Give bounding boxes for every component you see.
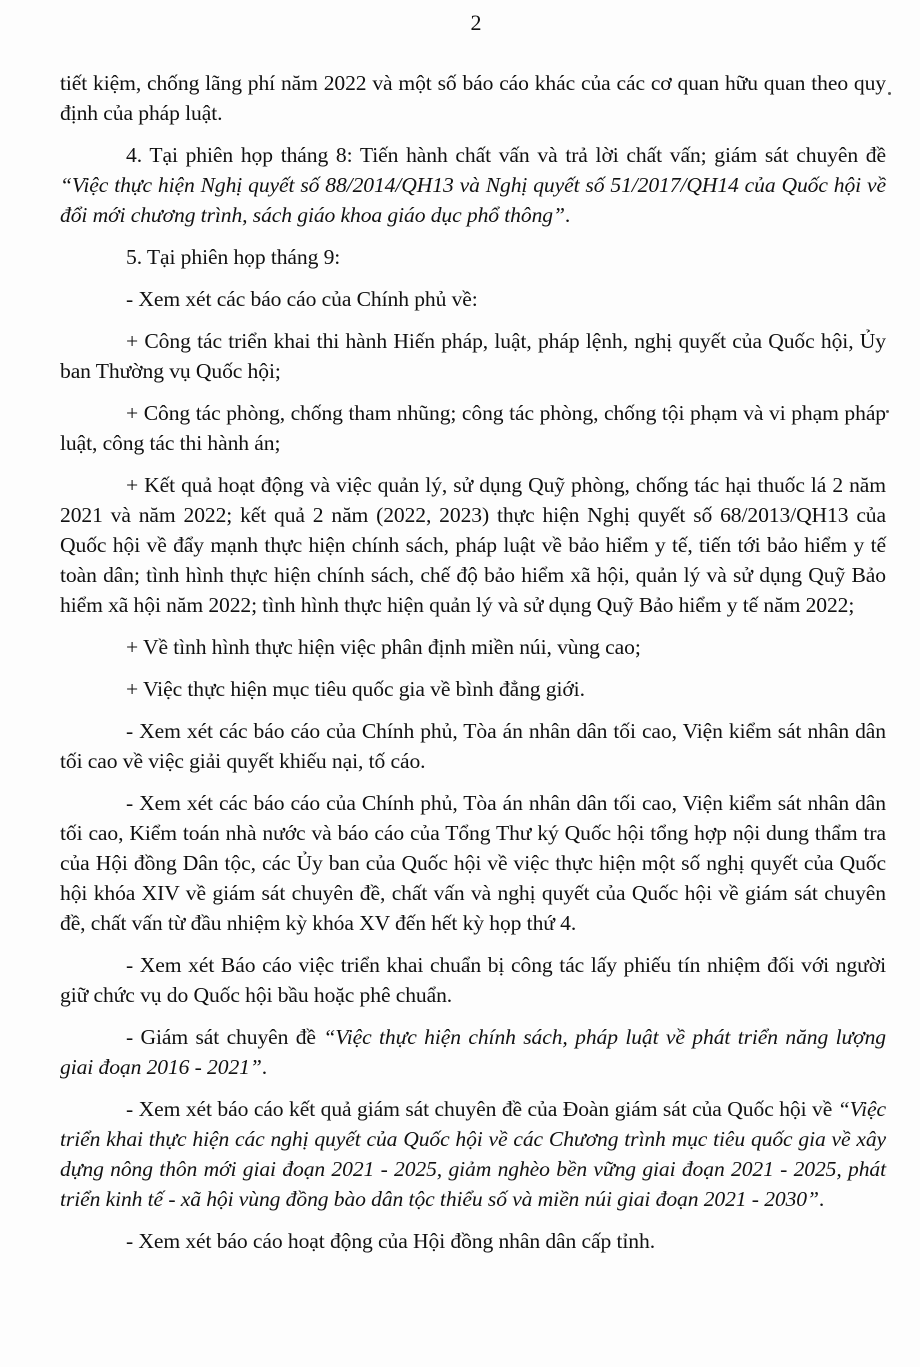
paragraph-dash-item [60, 1022, 886, 1082]
paragraph-plus-item: + Về tình hình thực hiện việc phân định miền núi, vùng cao; [126, 635, 641, 659]
quoted-title: “Việc thực hiện Nghị quyết số 88/2014/QH13 và Nghị quyết số 51/2017/QH14 của Quốc hội về đổi mới chương trình, sách giáo khoa giáo dục phổ thông” [60, 173, 886, 227]
paragraph-plus-item: + Công tác phòng, chống tham nhũng; công tác phòng, chống tội phạm và vi phạm pháp luật, công tác thi hành án; [60, 401, 886, 455]
paragraph-dash-item [60, 1094, 886, 1214]
paragraph-plus-item: + Việc thực hiện mục tiêu quốc gia về bình đẳng giới. [126, 677, 585, 701]
paragraph-dash-item: - Xem xét các báo cáo của Chính phủ về: [126, 287, 478, 311]
paragraph-plus-item: + Kết quả hoạt động và việc quản lý, sử dụng Quỹ phòng, chống tác hại thuốc lá 2 năm 2021 và năm 2022; kết quả 2 năm (2022, 2023) thực hiện Nghị quyết số 68/2013/QH13 của Quốc hội về đẩy mạnh thực hiện chính sách, pháp luật về bảo hiểm y tế, tiến tới bảo hiểm y tế toàn dân; tình hình thực hiện chính sách, chế độ bảo hiểm xã hội, quản lý và sử dụng Quỹ Bảo hiểm xã hội năm 2022; tình hình thực hiện quản lý và sử dụng Quỹ Bảo hiểm y tế năm 2022; [60, 473, 886, 617]
paragraph-dash-item: - Xem xét Báo cáo việc triển khai chuẩn bị công tác lấy phiếu tín nhiệm đối với người giữ chức vụ do Quốc hội bầu hoặc phê chuẩn. [60, 953, 886, 1007]
paragraph-text: - Xem xét báo cáo kết quả giám sát chuyên đề của Đoàn giám sát của Quốc hội về [126, 1097, 838, 1121]
paragraph-text: . [564, 203, 571, 227]
paragraph-continuation: tiết kiệm, chống lãng phí năm 2022 và một số báo cáo khác của các cơ quan hữu quan theo quy định của pháp luật. [60, 71, 886, 125]
scan-speck [886, 410, 889, 413]
document-body [60, 68, 886, 1268]
quoted-title: “Việc thực hiện chính sách, pháp luật về phát triển năng lượng giai đoạn 2016 - 2021” [60, 1025, 886, 1079]
paragraph-text: . [261, 1055, 268, 1079]
page-number: 2 [470, 10, 482, 35]
scan-speck [888, 92, 891, 95]
paragraph-item-4 [60, 140, 886, 230]
paragraph-plus-item: + Công tác triển khai thi hành Hiến pháp, luật, pháp lệnh, nghị quyết của Quốc hội, Ủy ban Thường vụ Quốc hội; [60, 329, 886, 383]
paragraph-text: . [818, 1187, 825, 1211]
paragraph-item-5: 5. Tại phiên họp tháng 9: [126, 245, 341, 269]
paragraph-text: - Giám sát chuyên đề [126, 1025, 324, 1049]
paragraph-dash-item: - Xem xét các báo cáo của Chính phủ, Tòa án nhân dân tối cao, Viện kiểm sát nhân dân tối cao, Kiểm toán nhà nước và báo cáo của Tổng Thư ký Quốc hội tổng hợp nội dung thẩm tra của Hội đồng Dân tộc, các Ủy ban của Quốc hội về việc thực hiện một số nghị quyết của Quốc hội khóa XIV về giám sát chuyên đề, chất vấn và nghị quyết của Quốc hội về giám sát chuyên đề, chất vấn từ đầu nhiệm kỳ khóa XV đến hết kỳ họp thứ 4. [60, 791, 886, 935]
paragraph-dash-item: - Xem xét báo cáo hoạt động của Hội đồng nhân dân cấp tỉnh. [126, 1229, 655, 1253]
paragraph-text: 4. Tại phiên họp tháng 8: Tiến hành chất vấn và trả lời chất vấn; giám sát chuyên đề [126, 143, 886, 167]
paragraph-dash-item: - Xem xét các báo cáo của Chính phủ, Tòa án nhân dân tối cao, Viện kiểm sát nhân dân tối cao về việc giải quyết khiếu nại, tố cáo. [60, 719, 886, 773]
quoted-title: “Việc triển khai thực hiện các nghị quyết của Quốc hội về các Chương trình mục tiêu quốc gia về xây dựng nông thôn mới giai đoạn 2021 - 2025, giảm nghèo bền vững giai đoạn 2021 - 2025, phát triển kinh tế - xã hội vùng đồng bào dân tộc thiểu số và miền núi giai đoạn 2021 - 2030” [60, 1097, 886, 1211]
